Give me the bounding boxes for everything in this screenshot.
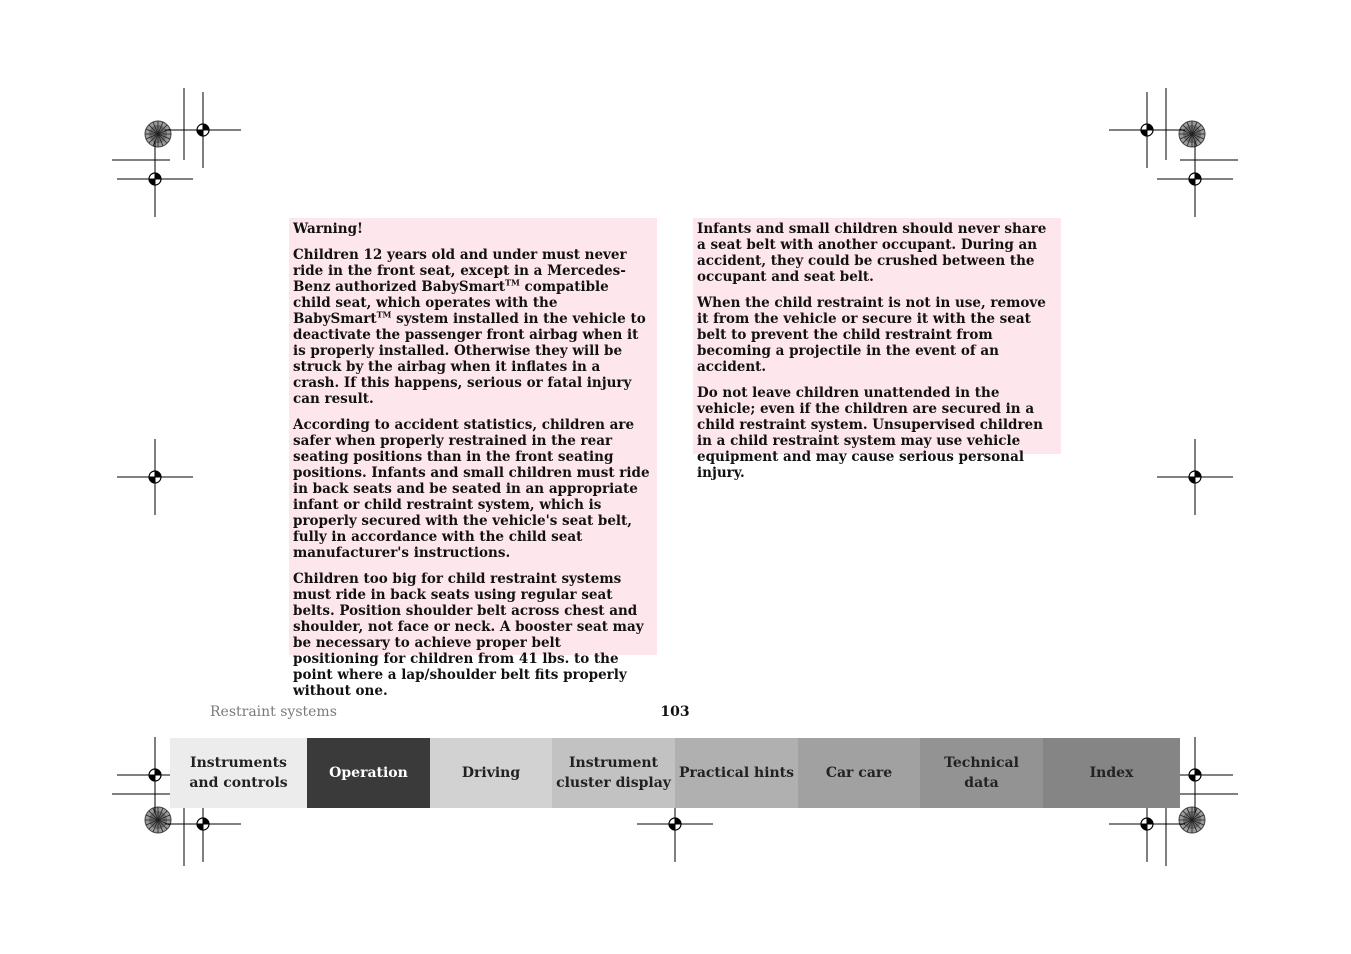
tab-driving[interactable]: Driving bbox=[430, 738, 552, 808]
tab-instruments-and-controls[interactable]: Instruments and controls bbox=[170, 738, 307, 808]
page-number: 103 bbox=[660, 704, 690, 720]
warning-paragraph: Children too big for child restraint systems must ride in back seats using regular seat belts. Position shoulder belt across chest and shoulder, not face or neck. A booster seat may be necessary to achieve proper belt positioning for children from 41 lbs. to the point where a lap/shoulder belt fits properly without one. bbox=[293, 571, 644, 699]
section-title: Restraint systems bbox=[210, 704, 337, 720]
tab-index[interactable]: Index bbox=[1043, 738, 1180, 808]
warning-text: compatible child seat, which operates with the BabySmart bbox=[293, 279, 609, 327]
tab-instrument-cluster-display[interactable]: Instrument cluster display bbox=[552, 738, 675, 808]
warning-text: system installed in the vehicle to deactivate the passenger front airbag when it is properly installed. Otherwise they will be struck by the airbag when it inflates in a crash. If this happens, serious or fatal injury can result. bbox=[293, 311, 646, 407]
warning-paragraph: Infants and small children should never share a seat belt with another occupant. During an accident, they could be crushed between the occupant and seat belt. bbox=[697, 221, 1047, 285]
warning-box-left bbox=[289, 218, 657, 699]
trademark-symbol: TM bbox=[505, 277, 520, 288]
chapter-tab-bar bbox=[170, 738, 1180, 808]
crosshair-mark bbox=[1157, 141, 1233, 217]
warning-paragraph: According to accident statistics, children are safer when properly restrained in the rear seating positions than in the front seating positions. Infants and small children must ride in back seats and be seated in an appropriate infant or child restraint system, which is properly secured with the vehicle's seat belt, fully in accordance with the child seat manufacturer's instructions. bbox=[293, 417, 650, 561]
warning-text: Children 12 years old and under must never ride in the front seat, except in a Mercedes-Benz authorized BabySmart bbox=[293, 247, 627, 295]
crosshair-mark bbox=[165, 92, 241, 168]
starburst-mark bbox=[1179, 121, 1205, 147]
starburst-mark bbox=[145, 121, 171, 147]
tab-operation[interactable]: Operation bbox=[307, 738, 430, 808]
starburst-mark bbox=[1179, 807, 1205, 833]
crosshair-mark bbox=[1157, 439, 1233, 515]
warning-title: Warning! bbox=[293, 221, 363, 237]
crosshair-mark bbox=[117, 439, 193, 515]
warning-paragraph bbox=[293, 247, 651, 407]
warning-paragraph: Do not leave children unattended in the vehicle; even if the children are secured in a child restraint system. Unsupervised children in a child restraint system may use vehicle equipment and may cause serious personal injury. bbox=[697, 385, 1043, 481]
tab-technical-data[interactable]: Technical data bbox=[920, 738, 1043, 808]
warning-box-right bbox=[693, 218, 1061, 481]
tab-car-care[interactable]: Car care bbox=[798, 738, 920, 808]
tab-practical-hints[interactable]: Practical hints bbox=[675, 738, 798, 808]
crosshair-mark bbox=[1109, 92, 1185, 168]
starburst-mark bbox=[145, 807, 171, 833]
trademark-symbol: TM bbox=[376, 309, 392, 320]
warning-paragraph: When the child restraint is not in use, remove it from the vehicle or secure it with the seat belt to prevent the child restraint from becoming a projectile in the event of an accident. bbox=[697, 295, 1046, 375]
crosshair-mark bbox=[117, 141, 193, 217]
